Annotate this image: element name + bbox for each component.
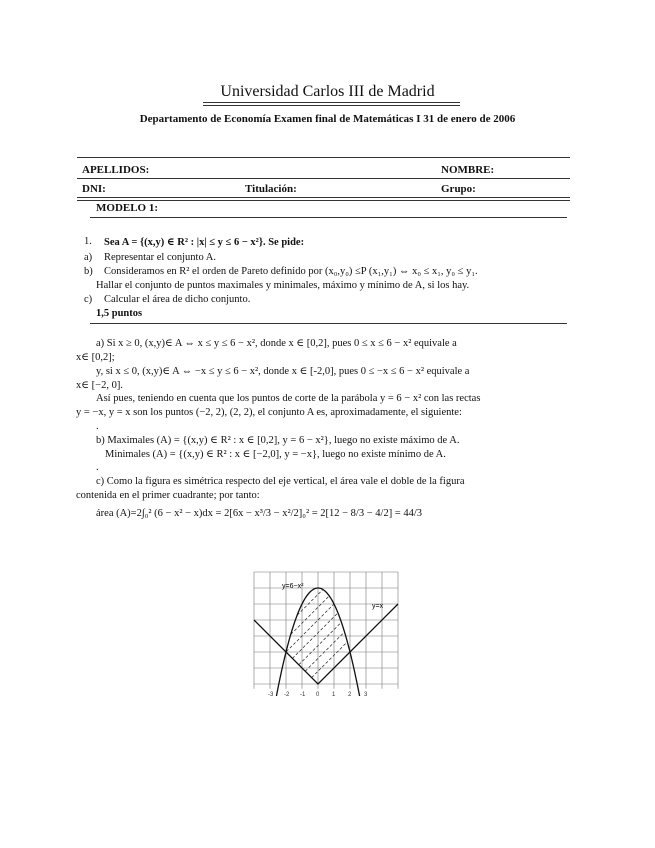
exam-subtitle: Departamento de Economía Examen final de Matemáticas I 31 de enero de 2006	[139, 113, 516, 125]
hatch-line	[286, 604, 333, 651]
solution-dot: .	[96, 421, 99, 432]
item-b-label: b)	[84, 266, 93, 277]
university-title: Universidad Carlos III de Madrid	[220, 83, 435, 100]
item-a-label: a)	[84, 252, 93, 263]
tick-label: -1	[300, 691, 306, 696]
item-c-text: Calcular el área de dicho conjunto.	[104, 294, 251, 305]
tick-label: -2	[284, 691, 290, 696]
solution-line: b) Maximales (A) = {(x,y) ∈ R² : x ∈ [0,2], y = 6 − x²}, luego no existe máximo de A.	[96, 435, 460, 446]
solution-line: contenida en el primer cuadrante; por tanto:	[76, 490, 260, 501]
apellidos-label: APELLIDOS:	[82, 164, 150, 176]
titulacion-label: Titulación:	[245, 183, 297, 195]
hatch-line	[299, 622, 342, 665]
grupo-label: Grupo:	[441, 183, 476, 195]
modelo-label: MODELO 1:	[96, 202, 159, 214]
form-rule-1	[77, 178, 570, 179]
nombre-label: NOMBRE:	[441, 164, 495, 176]
modelo-underline	[90, 217, 567, 218]
item-b-text: Consideramos en R² el orden de Pareto definido por (x₀,y₀) ≤P (x₁,y₁) ⇔ x₀ ≤ x₁, y₀ ≤ y₁.	[104, 266, 478, 277]
solution-line: y = −x, y = x son los puntos (−2, 2), (2, 2), el conjunto A es, aproximadamente, el siguiente:	[76, 407, 462, 418]
tick-label: 0	[316, 691, 320, 696]
hatch-line	[305, 632, 344, 671]
solution-line: a) Si x ≥ 0, (x,y)∈ A ⇔ x ≤ y ≤ 6 − x², donde x ∈ [0,2], pues 0 ≤ x ≤ 6 − x² equivale a	[96, 338, 457, 349]
abs-value-curve	[254, 604, 398, 684]
item-c-label: c)	[84, 294, 93, 305]
tick-label: 3	[364, 691, 368, 696]
form-rule-2	[77, 197, 570, 198]
problem-statement: Sea A = {(x,y) ∈ R² : |x| ≤ y ≤ 6 − x²}. Se pide:	[104, 237, 305, 248]
tick-label: -3	[268, 691, 274, 696]
tick-label: 1	[332, 691, 336, 696]
form-top-rule	[77, 157, 570, 158]
points-label: 1,5 puntos	[96, 308, 143, 319]
solution-dot: .	[96, 462, 99, 473]
statement-bottom-rule	[90, 323, 567, 324]
set-a-figure	[252, 566, 412, 696]
solution-line: Minimales (A) = {(x,y) ∈ R² : x ∈ [−2,0], y = −x}, luego no existe mínimo de A.	[105, 449, 446, 460]
item-a-text: Representar el conjunto A.	[104, 252, 216, 263]
solution-line: x∈ [−2, 0].	[76, 380, 123, 391]
solution-area-formula: área (A)=2∫₀² (6 − x² − x)dx = 2[6x − x³/3 − x²/2]₀² = 2[12 − 8/3 − 4/2] = 44/3	[96, 508, 423, 519]
title-underline-2	[203, 105, 460, 106]
solution-line: x∈ [0,2];	[76, 352, 115, 363]
hatch-line	[297, 590, 323, 616]
solution-line: Así pues, teniendo en cuenta que los puntos de corte de la parábola y = 6 − x² con las rectas	[96, 393, 481, 404]
solution-line: y, si x ≤ 0, (x,y)∈ A ⇔ −x ≤ y ≤ 6 − x², donde x ∈ [-2,0], pues 0 ≤ −x ≤ 6 − x² equivale a	[96, 366, 470, 377]
solution-line: c) Como la figura es simétrica respecto del eje vertical, el área vale el doble de la figura	[96, 476, 465, 487]
parabola-label: y=6−x²	[282, 583, 304, 590]
title-underline	[203, 102, 460, 103]
line-label: y=x	[372, 603, 384, 610]
item-b-text-2: Hallar el conjunto de puntos maximales y minimales, máximo y mínimo de A, si los hay.	[96, 280, 470, 291]
tick-label: 2	[348, 691, 352, 696]
dni-label: DNI:	[82, 183, 106, 195]
form-rule-3	[77, 200, 570, 201]
problem-number: 1.	[84, 236, 92, 247]
